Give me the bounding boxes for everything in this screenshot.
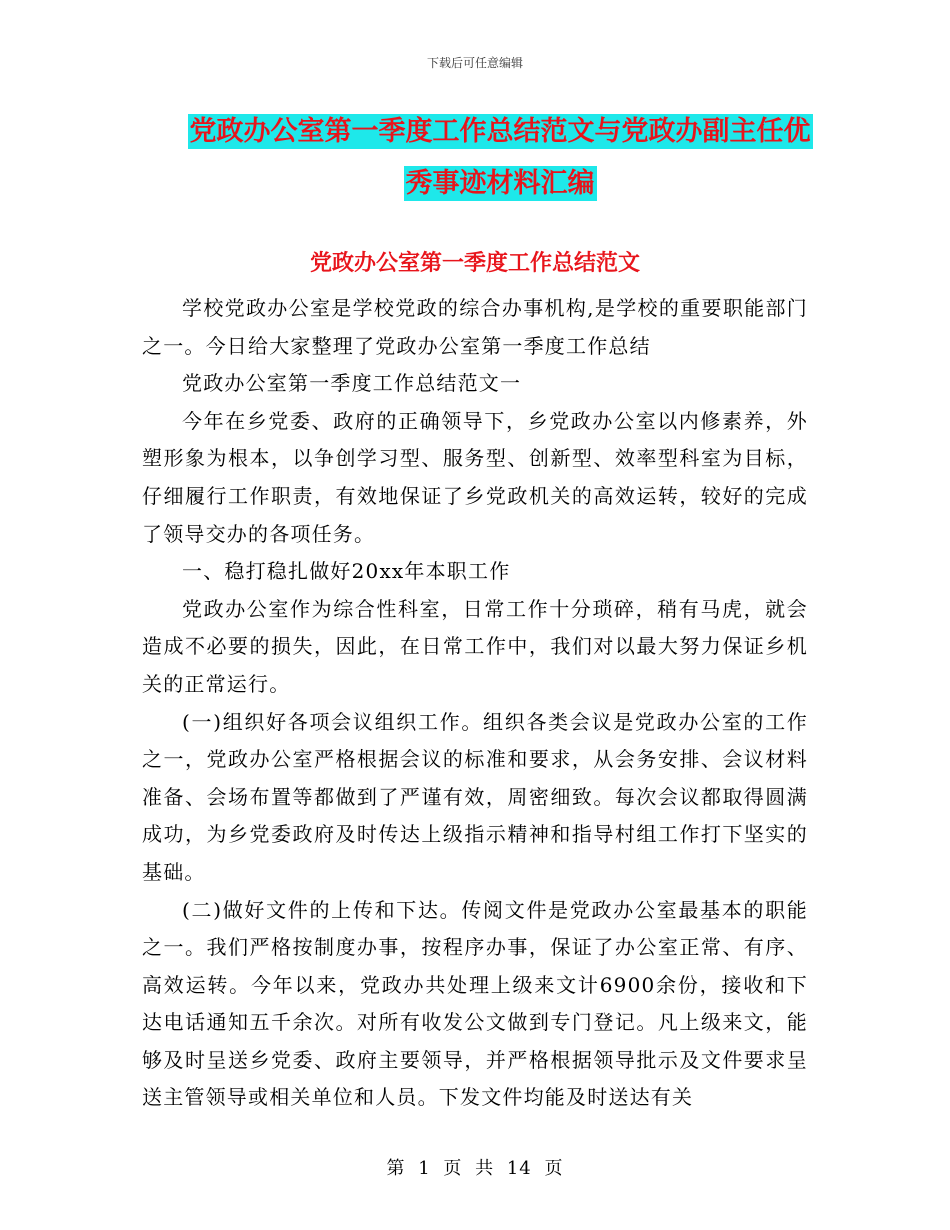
header-note: 下载后可任意编辑 <box>426 56 523 70</box>
paragraph-heading-1: 党政办公室第一季度工作总结范文一 <box>182 371 522 396</box>
main-title-line-1: 党政办公室第一季度工作总结范文与党政办副主任优 <box>189 116 811 147</box>
body-text <box>142 290 808 1117</box>
paragraph-heading-2: 一、稳打稳扎做好20xx年本职工作 <box>182 559 511 584</box>
section-title: 党政办公室第一季度工作总结范文 <box>309 251 640 276</box>
paragraph-meetings: (一)组织好各项会议组织工作。组织各类会议是党政办公室的工作之一，党政办公室严格根据会议的标准和要求，从会务安排、会议材料准备、会场布置等都做到了严谨有效，周密细致。每次会议都取得圆满成功，为乡党委政府及时传达上级指示精神和指导村组工作打下坚实的基础。 <box>142 709 808 884</box>
paragraph-summary: 今年在乡党委、政府的正确领导下，乡党政办公室以内修素养，外塑形象为根本，以争创学习型、服务型、创新型、效率型科室为目标，仔细履行工作职责，有效地保证了乡党政机关的高效运转，较好的完成了领导交办的各项任务。 <box>142 408 808 546</box>
paragraph-daily-work: 党政办公室作为综合性科室，日常工作十分琐碎，稍有马虎，就会造成不必要的损失，因此，在日常工作中，我们对以最大努力保证乡机关的正常运行。 <box>142 596 808 696</box>
paragraph-intro: 学校党政办公室是学校党政的综合办事机构,是学校的重要职能部门之一。今日给大家整理了党政办公室第一季度工作总结 <box>142 296 808 358</box>
page-footer: 第 1 页 共 14 页 <box>386 1158 564 1179</box>
paragraph-documents: (二)做好文件的上传和下达。传阅文件是党政办公室最基本的职能之一。我们严格按制度办事，按程序办事，保证了办公室正常、有序、高效运转。今年以来，党政办共处理上级来文计6900余份，接收和下达电话通知五千余次。对所有收发公文做到专门登记。凡上级来文，能够及时呈送乡党委、政府主要领导，并严格根据领导批示及文件要求呈送主管领导或相关单位和人员。下发文件均能及时送达有关 <box>142 897 808 1110</box>
main-title <box>130 106 870 210</box>
main-title-line-2: 秀事迹材料汇编 <box>405 168 595 199</box>
